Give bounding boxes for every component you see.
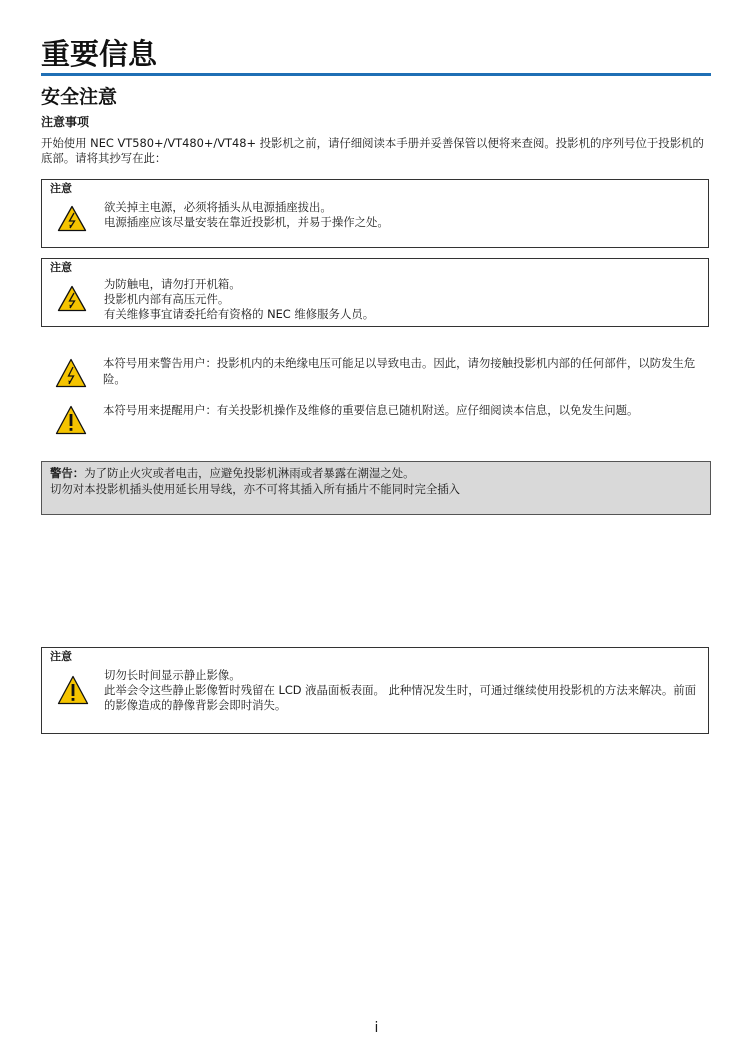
page-number: i (374, 1020, 379, 1036)
caution-box-power (41, 179, 709, 248)
intro-paragraph: 开始使用 NEC VT580+/VT480+/VT48+ 投影机之前，请仔细阅读本手册并妥善保管以便将来查阅。投影机的序列号位于投影机的底部。请将其抄写在此： (41, 136, 704, 165)
symbol-text: 本符号用来警告用户：投影机内的未绝缘电压可能足以导致电击。因此，请勿接触投影机内部的任何部件，以防发生危险。 (103, 356, 696, 386)
electric-shock-warning-icon (57, 285, 87, 312)
caution-box-shock (41, 258, 709, 327)
title-rule (41, 73, 711, 76)
caution-line: 欲关掉主电源，必须将插头从电源插座拔出。 (104, 200, 332, 214)
warning-label: 警告： (50, 466, 85, 480)
page-title: 重要信息 (41, 37, 158, 71)
caution-label: 注意 (50, 261, 72, 274)
symbol-explanation-info (41, 402, 711, 438)
caution-line: 切勿长时间显示静止影像。 (104, 668, 241, 682)
symbol-text: 本符号用来提醒用户：有关投影机操作及维修的重要信息已随机附送。应仔细阅读本信息，以免发生问题。 (103, 403, 639, 417)
caution-line: 为防触电，请勿打开机箱。 (104, 277, 241, 291)
caution-label: 注意 (50, 650, 72, 663)
warning-box (41, 461, 711, 515)
sub-title: 注意事项 (41, 115, 90, 129)
electric-shock-warning-icon (55, 358, 87, 388)
warning-text: 为了防止火灾或者电击，应避免投影机淋雨或者暴露在潮湿之处。 (84, 466, 415, 480)
caution-line: 投影机内部有高压元件。 (104, 292, 230, 306)
caution-label: 注意 (50, 182, 72, 195)
warning-text: 切勿对本投影机插头使用延长用导线，亦不可将其插入所有插片不能同时完全插入 (50, 482, 461, 496)
caution-line: 此举会令这些静止影像暂时残留在 LCD 液晶面板表面。 此种情况发生时，可通过继续使用投影机的方法来解决。前面的影像造成的静像背影会即时消失。 (104, 683, 697, 712)
electric-shock-warning-icon (57, 205, 87, 232)
caution-box-still-image (41, 647, 709, 734)
exclamation-warning-icon (57, 675, 89, 705)
exclamation-warning-icon (55, 405, 87, 435)
section-title: 安全注意 (41, 86, 118, 108)
caution-line: 有关维修事宜请委托给有资格的 NEC 维修服务人员。 (104, 307, 375, 321)
caution-line: 电源插座应该尽量安装在靠近投影机，并易于操作之处。 (104, 215, 389, 229)
symbol-explanation-shock (41, 355, 711, 391)
